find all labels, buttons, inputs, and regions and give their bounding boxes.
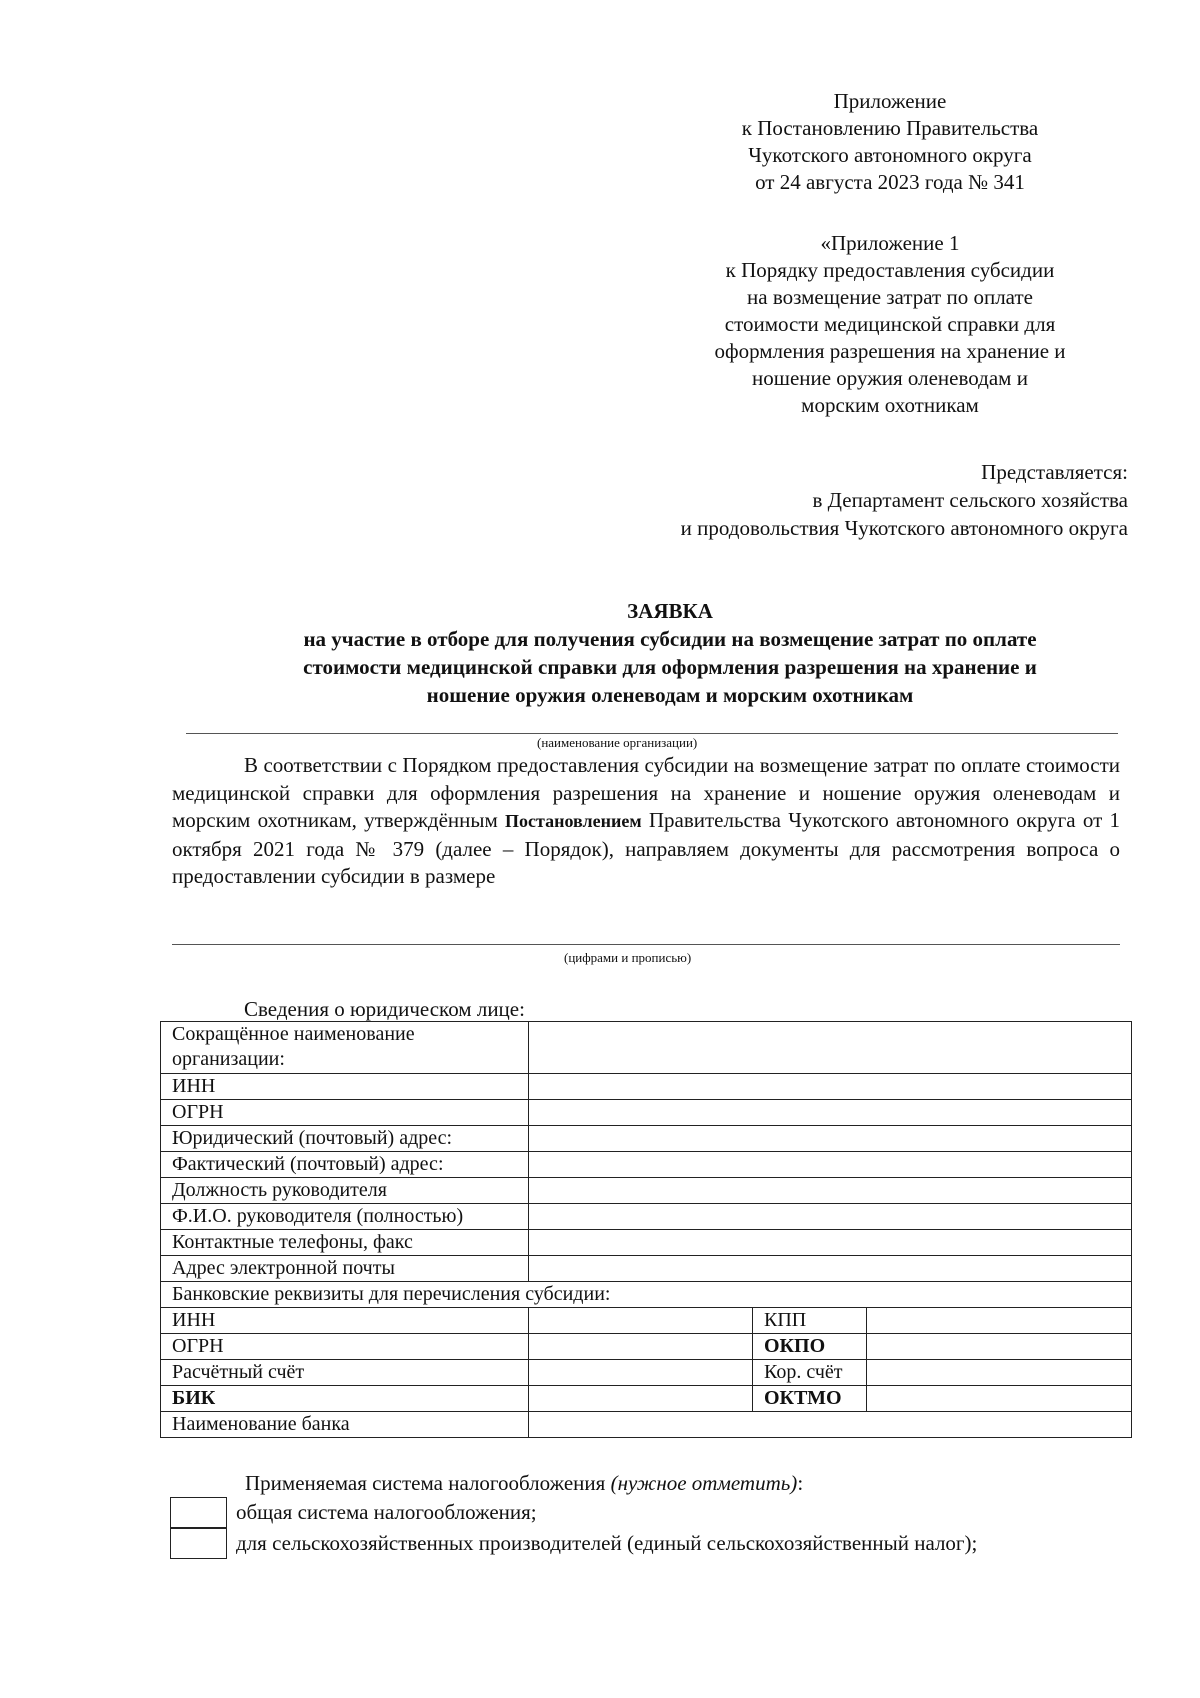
- table-row: [161, 1126, 1132, 1152]
- row-label: Контактные телефоны, факс: [161, 1230, 529, 1256]
- title-heading: ЗАЯВКА: [627, 599, 713, 623]
- header-line: Чукотского автономного округа: [748, 143, 1032, 167]
- header-line: от 24 августа 2023 года № 341: [755, 170, 1025, 194]
- row-label: Должность руководителя: [161, 1178, 529, 1204]
- entity-info-table: [160, 1021, 1132, 1438]
- table-row: [161, 1074, 1132, 1100]
- table-row: [161, 1386, 1132, 1412]
- row-value-cell[interactable]: [529, 1256, 1132, 1282]
- title-line: на участие в отборе для получения субсидии на возмещение затрат по оплате: [303, 627, 1037, 651]
- bank-left-label: ИНН: [161, 1308, 529, 1334]
- order-line: морским охотникам: [801, 393, 979, 417]
- entity-info-label: Сведения о юридическом лице:: [244, 997, 525, 1021]
- bank-left-label: Расчётный счёт: [161, 1360, 529, 1386]
- row-value-cell[interactable]: [529, 1022, 1132, 1074]
- row-value-cell[interactable]: [529, 1152, 1132, 1178]
- bank-right-label: ОКТМО: [753, 1386, 867, 1412]
- order-line: к Порядку предоставления субсидии: [725, 258, 1055, 282]
- tax-label-note: (нужное отметить): [610, 1471, 798, 1495]
- body-text-part1: В соответствии с Порядком предоставления субсидии на возмещение затрат по оплате стоимости медицинской справки для оформления разрешения на хранение и ношение оружия оленеводам и морским охотникам, утверждённым: [172, 753, 1120, 832]
- order-line: оформления разрешения на хранение и: [714, 339, 1066, 363]
- bank-left-value[interactable]: [529, 1360, 753, 1386]
- document-title: [170, 597, 1170, 709]
- row-value-cell[interactable]: [529, 1100, 1132, 1126]
- row-value-cell[interactable]: [529, 1204, 1132, 1230]
- bank-right-label: Кор. счёт: [753, 1360, 867, 1386]
- bank-left-value[interactable]: [529, 1308, 753, 1334]
- table-row: [161, 1152, 1132, 1178]
- table-row: [161, 1230, 1132, 1256]
- row-label: Фактический (почтовый) адрес:: [161, 1152, 529, 1178]
- title-line: ношение оружия оленеводам и морским охотникам: [426, 683, 914, 707]
- bank-left-value[interactable]: [529, 1386, 753, 1412]
- header-line: к Постановлению Правительства: [741, 116, 1039, 140]
- row-value-cell[interactable]: [529, 1126, 1132, 1152]
- bank-details-header: Банковские реквизиты для перечисления субсидии:: [161, 1282, 1132, 1308]
- appendix-header: [690, 88, 1090, 196]
- submit-line: Представляется:: [981, 460, 1128, 484]
- table-row: [161, 1334, 1132, 1360]
- general-tax-checkbox[interactable]: [170, 1497, 227, 1528]
- order-line: стоимости медицинской справки для: [724, 312, 1056, 336]
- row-value-cell[interactable]: [529, 1178, 1132, 1204]
- amount-line[interactable]: [172, 944, 1120, 945]
- order-appendix-header: [690, 230, 1090, 419]
- table-row: [161, 1256, 1132, 1282]
- bank-left-label: ОГРН: [161, 1334, 529, 1360]
- general-tax-option: общая система налогообложения;: [236, 1500, 537, 1524]
- tax-system-label: [245, 1470, 803, 1497]
- submit-line: в Департамент сельского хозяйства: [812, 488, 1128, 512]
- bank-name-value[interactable]: [529, 1412, 1132, 1438]
- table-row: [161, 1308, 1132, 1334]
- tax-label-end: :: [797, 1471, 804, 1495]
- organization-name-line[interactable]: [186, 733, 1118, 734]
- bank-right-label: ОКПО: [753, 1334, 867, 1360]
- table-row: [161, 1412, 1132, 1438]
- row-value-cell[interactable]: [529, 1230, 1132, 1256]
- row-label: Сокращённое наименование организации:: [161, 1022, 529, 1074]
- order-line: на возмещение затрат по оплате: [747, 285, 1033, 309]
- body-text-bold: Постановлением: [505, 811, 642, 831]
- row-label: Юридический (почтовый) адрес:: [161, 1126, 529, 1152]
- order-line: ношение оружия оленеводам и: [752, 366, 1028, 390]
- agricultural-tax-checkbox[interactable]: [170, 1528, 227, 1559]
- organization-name-caption: (наименование организации): [537, 735, 698, 750]
- table-row: [161, 1204, 1132, 1230]
- bank-right-value[interactable]: [867, 1386, 1132, 1412]
- bank-name-label: Наименование банка: [161, 1412, 529, 1438]
- row-label: Адрес электронной почты: [161, 1256, 529, 1282]
- bank-right-value[interactable]: [867, 1360, 1132, 1386]
- tax-label-text: Применяемая система налогообложения: [245, 1471, 611, 1495]
- bank-right-value[interactable]: [867, 1334, 1132, 1360]
- order-line: «Приложение 1: [820, 231, 960, 255]
- table-row: [161, 1022, 1132, 1074]
- body-text-part2: Правительства Чукотского автономного округа от 1 октября 2021 года № 379 (далее – Порядок), направляем документы для рассмотрения вопроса о предоставлении субсидии в размере: [172, 808, 1120, 888]
- title-line: стоимости медицинской справки для оформления разрешения на хранение и: [303, 655, 1037, 679]
- bank-left-value[interactable]: [529, 1334, 753, 1360]
- row-label: Ф.И.О. руководителя (полностью): [161, 1204, 529, 1230]
- row-label: ОГРН: [161, 1100, 529, 1126]
- bank-left-label: БИК: [161, 1386, 529, 1412]
- bank-header-row: [161, 1282, 1132, 1308]
- request-paragraph: [172, 752, 1120, 891]
- submit-line: и продовольствия Чукотского автономного округа: [680, 516, 1128, 540]
- bank-right-value[interactable]: [867, 1308, 1132, 1334]
- bank-right-label: КПП: [753, 1308, 867, 1334]
- header-line: Приложение: [833, 89, 947, 113]
- submitted-to-block: [681, 458, 1128, 542]
- row-label: ИНН: [161, 1074, 529, 1100]
- table-row: [161, 1100, 1132, 1126]
- table-row: [161, 1178, 1132, 1204]
- row-value-cell[interactable]: [529, 1074, 1132, 1100]
- amount-caption: (цифрами и прописью): [564, 950, 692, 965]
- table-row: [161, 1360, 1132, 1386]
- agricultural-tax-option: для сельскохозяйственных производителей (единый сельскохозяйственный налог);: [236, 1531, 978, 1555]
